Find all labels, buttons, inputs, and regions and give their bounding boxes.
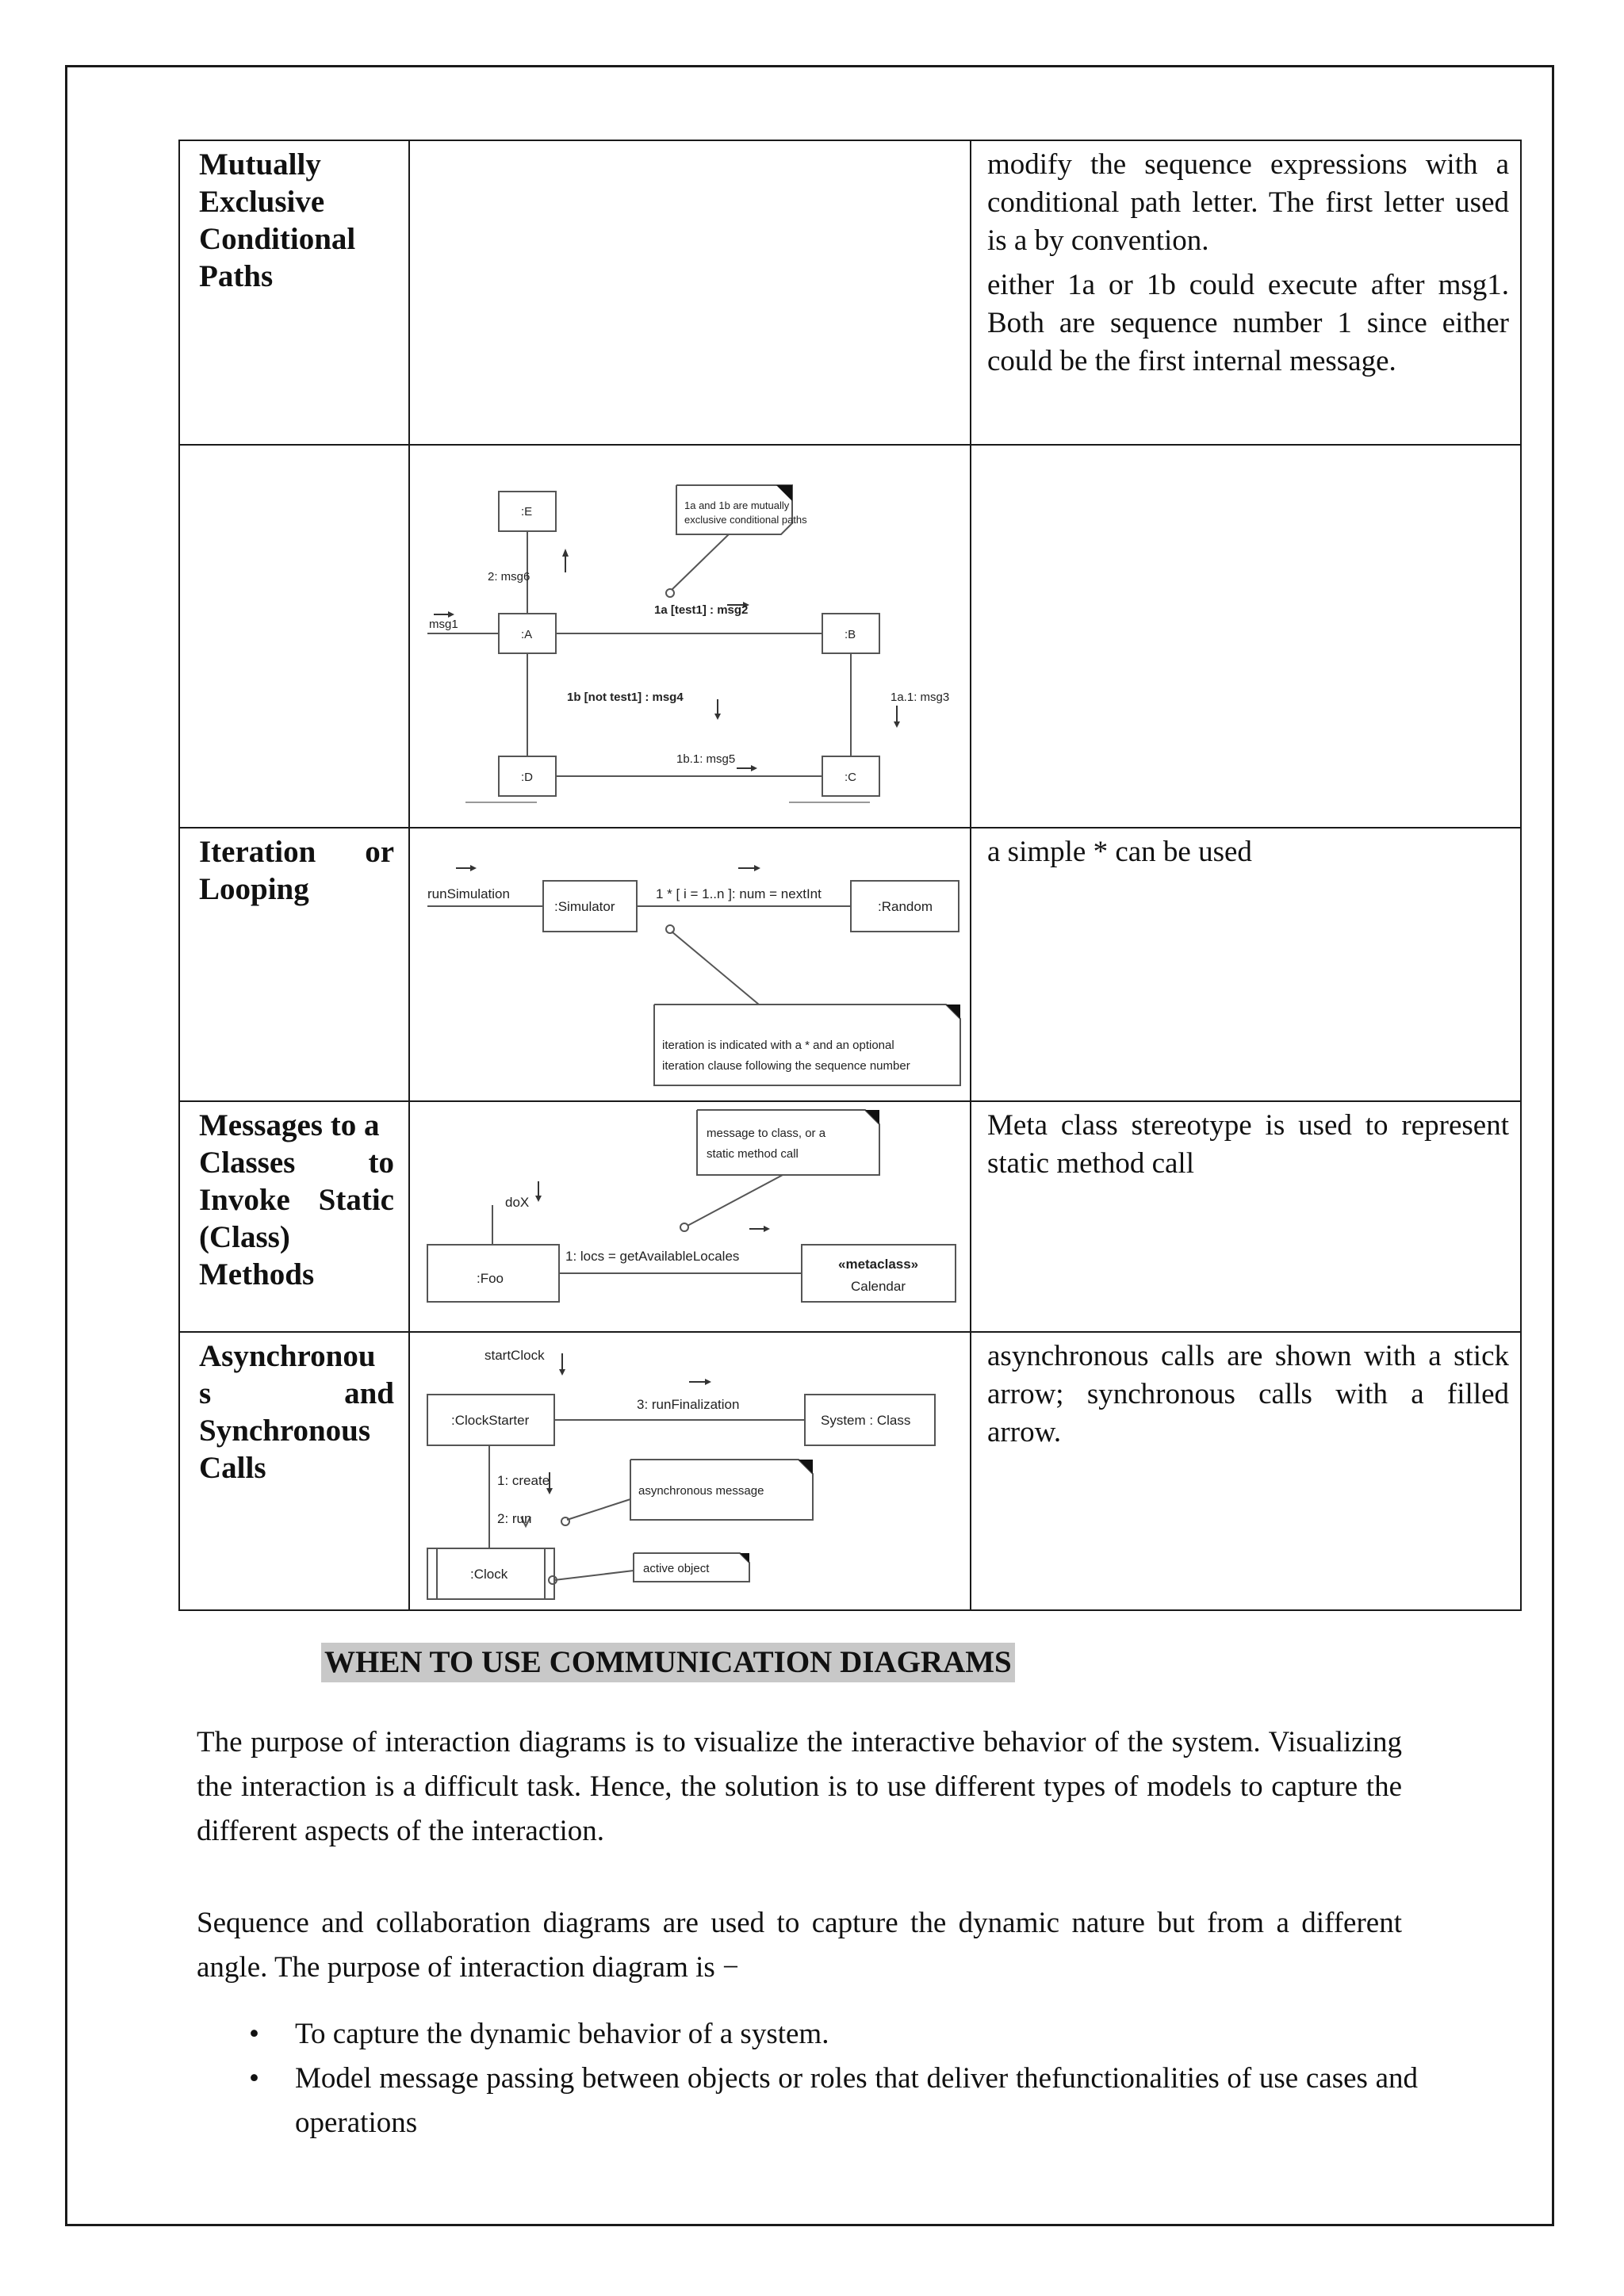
static-method-diagram: [410, 1102, 965, 1327]
message-label: 2: run: [497, 1511, 532, 1526]
description-cell: [971, 828, 1521, 1101]
diagram-cell: [409, 1101, 971, 1332]
description-cell: [971, 140, 1521, 445]
note-line-1: 1a and 1b are mutually: [684, 499, 790, 511]
list-item: • Model message passing between objects or roles that deliver thefunctionalities of use cases and operations: [197, 2057, 1418, 2145]
object-system-class-label: System : Class: [821, 1413, 911, 1428]
row-label: Iteration or Looping: [199, 835, 394, 906]
message-label: runSimulation: [427, 886, 510, 901]
note-line-1: message to class, or a: [707, 1127, 826, 1140]
description-cell: [971, 1332, 1521, 1610]
object-a-label: :A: [521, 628, 533, 641]
row-label-cell: [179, 1101, 409, 1332]
note-corner-icon: [865, 1110, 879, 1124]
message-label: 1a [test1] : msg2: [654, 603, 749, 617]
object-b-label: :B: [845, 628, 856, 641]
note-line-1: iteration is indicated with a * and an optional: [662, 1039, 894, 1052]
async-calls-diagram: [410, 1333, 965, 1605]
message-label: 1b [not test1] : msg4: [567, 691, 684, 704]
diagram-cell: [409, 445, 971, 828]
message-label: 1a.1: msg3: [891, 691, 950, 704]
description-text: Meta class stereotype is used to represent static method call: [987, 1109, 1509, 1180]
object-random-label: :Random: [878, 899, 933, 914]
object-calendar-label: Calendar: [851, 1279, 906, 1294]
body-paragraph: The purpose of interaction diagrams is to visualize the interactive behavior of the system. Visualizing the interaction is a difficult task. Hence, the solution is to use different types of models to capture the different aspects of the interaction.: [197, 1726, 1402, 1847]
message-label: 2: msg6: [488, 570, 530, 584]
message-label: doX: [505, 1195, 530, 1210]
description-cell: [971, 1101, 1521, 1332]
note-line-2: static method call: [707, 1147, 799, 1161]
body-paragraph: Sequence and collaboration diagrams are used to capture the dynamic nature but from a different angle. The purpose of interaction diagram is −: [197, 1907, 1402, 1984]
bullet-list: [197, 2012, 1418, 2145]
metaclass-stereotype-label: «metaclass»: [838, 1257, 919, 1272]
object-simulator-label: :Simulator: [554, 899, 615, 914]
row-label-cell: [179, 828, 409, 1101]
list-item: • To capture the dynamic behavior of a system.: [197, 2012, 1418, 2057]
row-label: Messages to a Classes to Invoke Static (Class) Methods: [199, 1108, 394, 1292]
description-cell-empty: [971, 445, 1521, 828]
diagram-cell: [409, 828, 971, 1101]
object-foo-label: :Foo: [477, 1271, 504, 1286]
row-label-cell-empty: [179, 445, 409, 828]
message-label: 1: create: [497, 1473, 550, 1488]
section-heading: WHEN TO USE COMMUNICATION DIAGRAMS: [321, 1643, 1015, 1682]
communication-diagram-table: [178, 140, 1522, 1611]
table-row-iteration: [179, 828, 1521, 1101]
message-label: msg1: [429, 618, 458, 631]
description-text: asynchronous calls are shown with a stick arrow; synchronous calls with a filled arrow.: [987, 1340, 1509, 1448]
message-label: 1: locs = getAvailableLocales: [565, 1249, 740, 1264]
object-clock-label: :Clock: [470, 1567, 508, 1582]
note-line-2: exclusive conditional paths: [684, 514, 807, 526]
diagram-cell-empty: [409, 140, 971, 445]
note-active-object: active object: [643, 1562, 710, 1575]
object-d-label: :D: [521, 771, 533, 784]
note-asynchronous-message: asynchronous message: [638, 1484, 764, 1498]
row-label: Asynchronou s and Synchronous Calls: [199, 1339, 394, 1485]
row-label: Mutually Exclusive Conditional Paths: [199, 147, 356, 293]
message-label: 1 * [ i = 1..n ]: num = nextInt: [656, 886, 822, 901]
object-c-label: :C: [845, 771, 856, 784]
note-corner-icon: [776, 485, 792, 501]
object-clockstarter-label: :ClockStarter: [451, 1413, 530, 1428]
table-row-conditional-diagram: [179, 445, 1521, 828]
description-text: a simple * can be used: [987, 836, 1252, 868]
message-label: startClock: [485, 1348, 545, 1363]
table-row-static-methods: [179, 1101, 1521, 1332]
message-label: 1b.1: msg5: [676, 752, 736, 766]
iteration-diagram: [410, 828, 965, 1096]
description-text: modify the sequence expressions with a conditional path letter. The first letter used is a by convention. either 1a or 1b could execute after msg1. Both are sequence number 1 since either could be the first internal message.: [987, 148, 1509, 377]
note-corner-icon: [946, 1004, 960, 1019]
diagram-cell: [409, 1332, 971, 1610]
table-row-async-sync: [179, 1332, 1521, 1610]
conditional-paths-diagram: [410, 446, 965, 823]
row-label-cell: [179, 140, 409, 445]
note-line-2: iteration clause following the sequence number: [662, 1059, 910, 1073]
object-e-label: :E: [521, 505, 533, 519]
table-row-mutually-exclusive: [179, 140, 1521, 445]
message-label: 3: runFinalization: [637, 1397, 740, 1412]
row-label-cell: [179, 1332, 409, 1610]
